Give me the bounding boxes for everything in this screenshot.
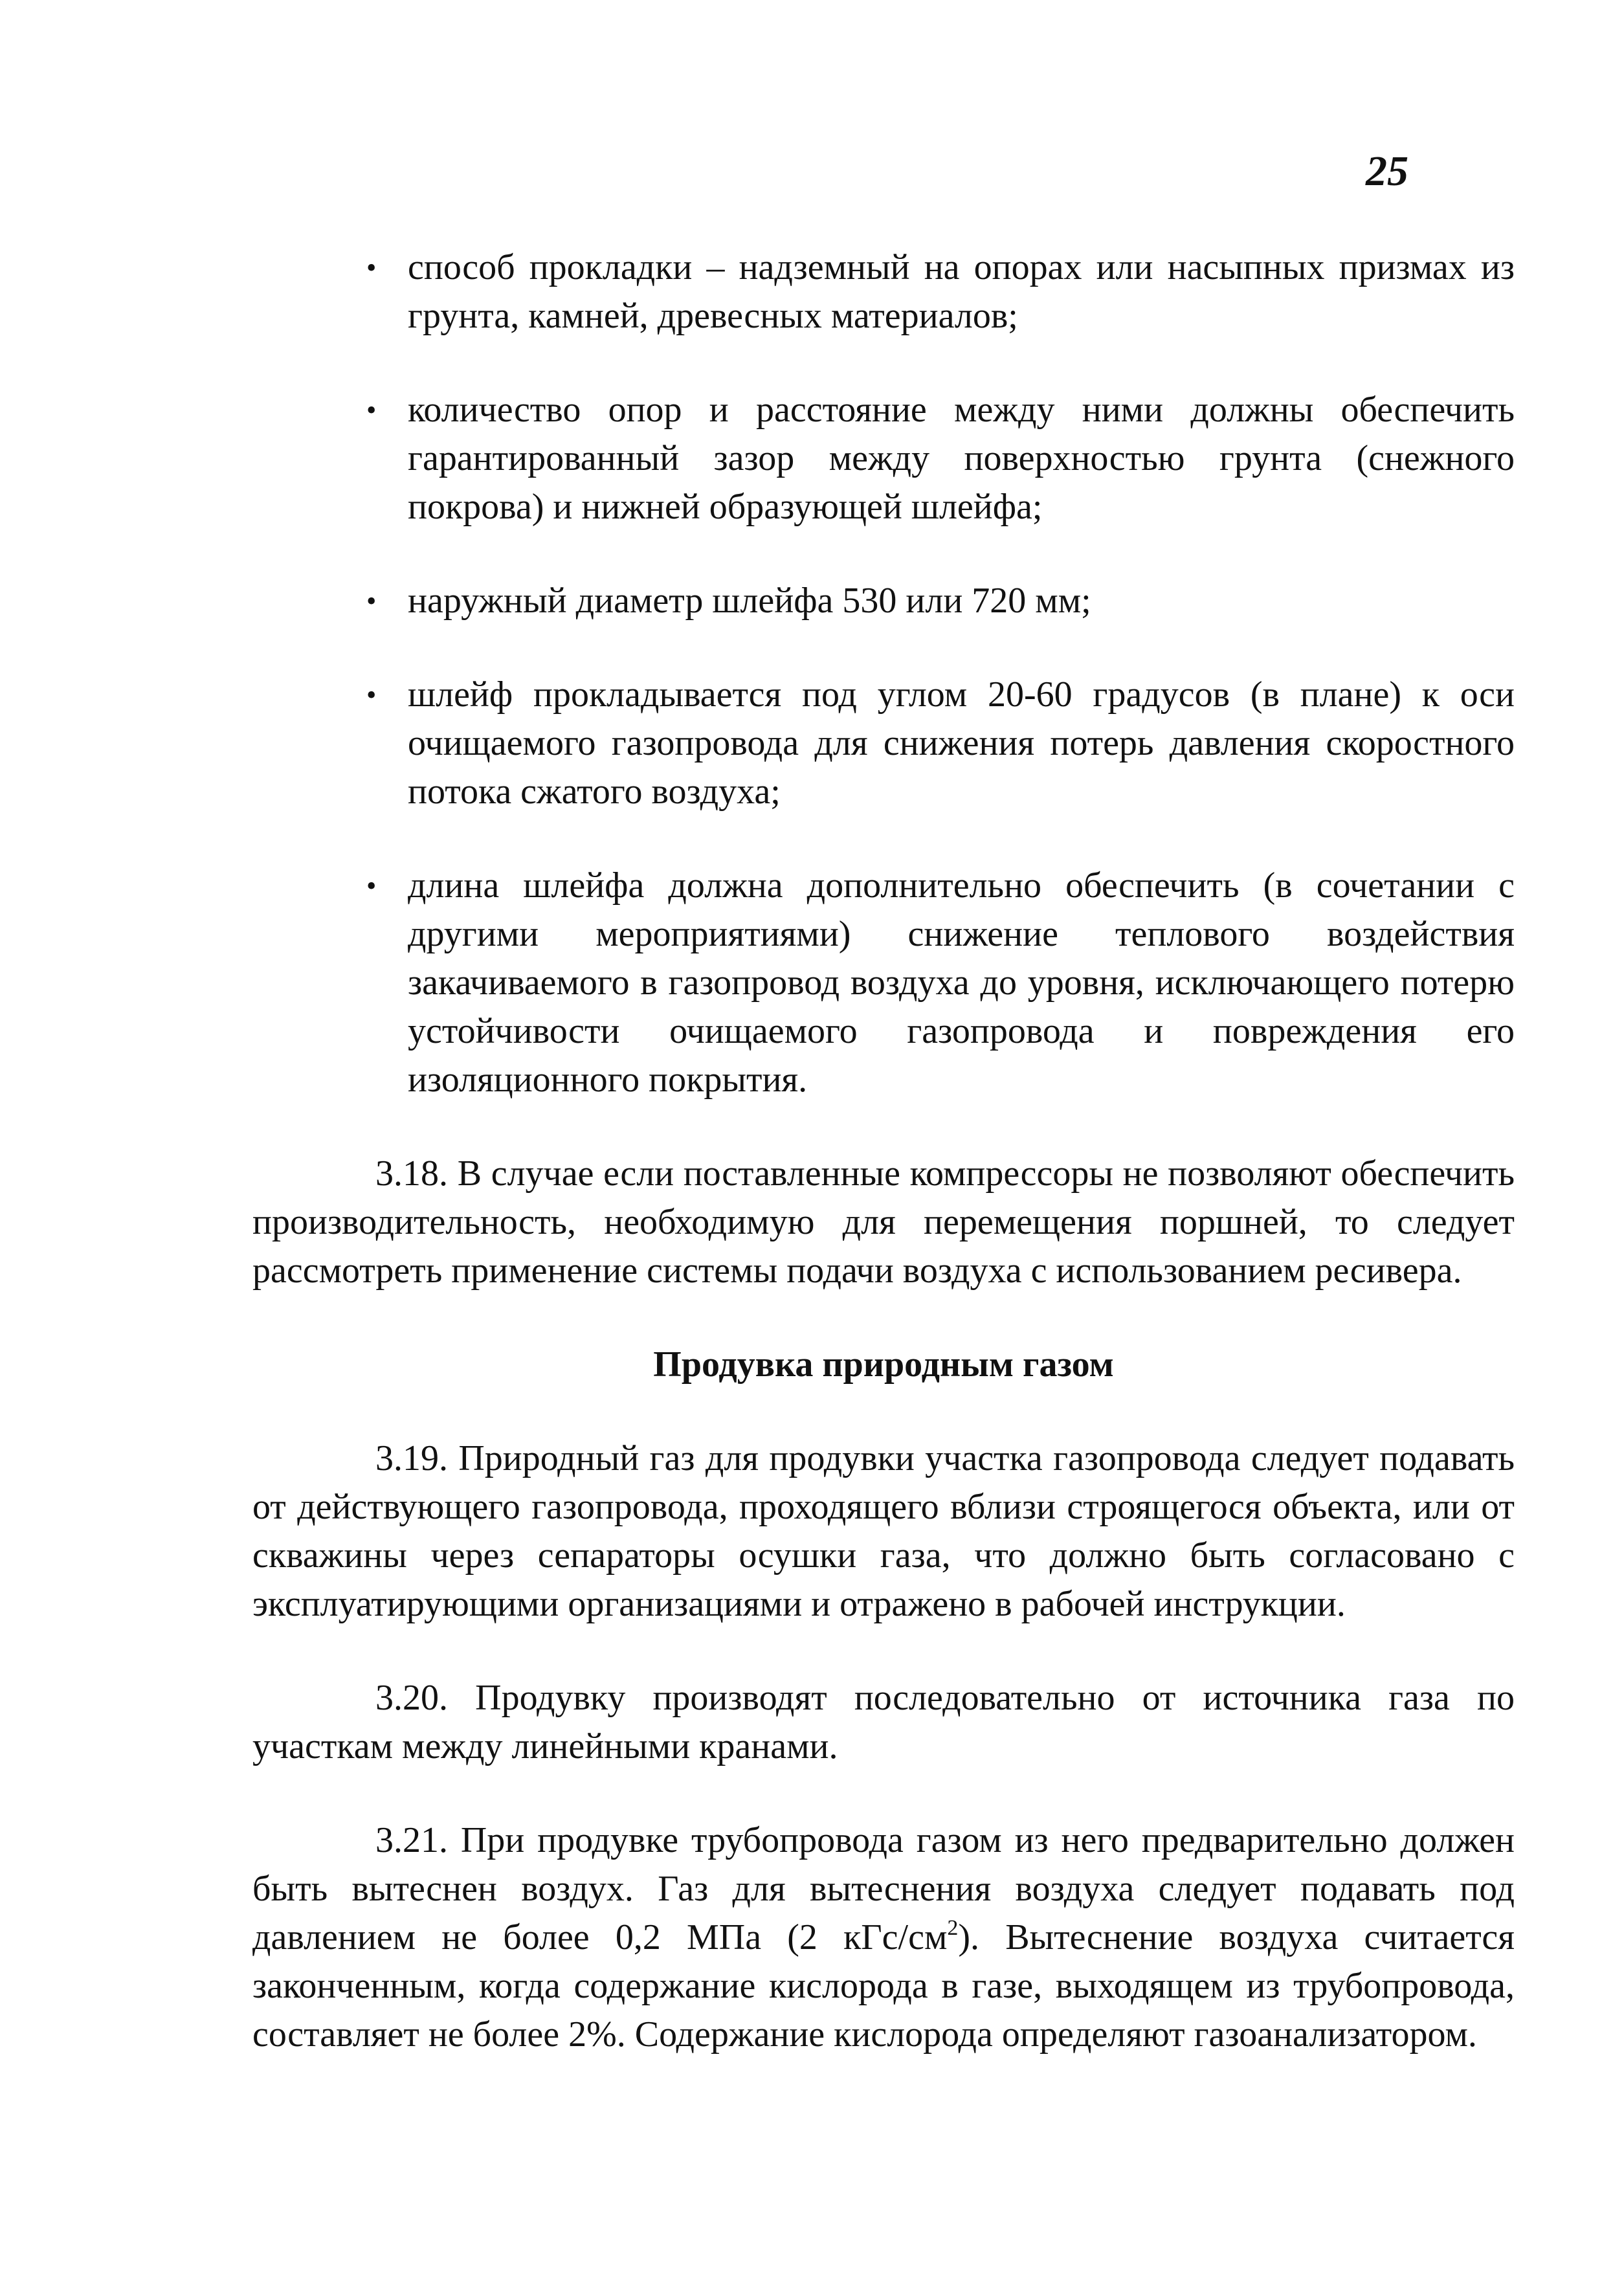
- bullet-icon: •: [366, 394, 377, 426]
- bullet-icon: •: [366, 679, 377, 711]
- bullet-icon: •: [366, 252, 377, 284]
- superscript: 2: [947, 1916, 959, 1940]
- paragraph-3-20: 3.20. Продувку производят последовательно от источника газа по участкам между линейными кранами.: [252, 1678, 1515, 1766]
- list-item-text: длина шлейфа должна дополнительно обеспечить (в сочетании с другими мероприятиями) снижение теплового воздействия закачиваемого в газопровод воздуха до уровня, исключающего потерю устойчивости очищаемого газопровода и повреждения его изоляционного покрытия.: [408, 865, 1515, 1100]
- page-content: [252, 243, 1515, 2104]
- bullet-list: [252, 243, 1515, 1104]
- list-item-text: наружный диаметр шлейфа 530 или 720 мм;: [408, 581, 1091, 621]
- list-item: [252, 577, 1515, 625]
- list-item-text: способ прокладки – надземный на опорах или насыпных призмах из грунта, камней, древесных материалов;: [408, 247, 1515, 336]
- page-number: 25: [1366, 148, 1408, 195]
- paragraph-3-21-part1: 3.21. При продувке трубопровода газом из него предварительно должен быть вытеснен воздух. Газ для вытеснения воздуха следует подавать под давлением не более 0,2 МПа (2 кГс/см: [252, 1820, 1515, 1957]
- paragraph-3-21: [252, 1816, 1515, 2059]
- paragraph-3-18: 3.18. В случае если поставленные компрессоры не позволяют обеспечить производительность, необходимую для перемещения поршней, то следует рассмотреть применение системы подачи воздуха с использованием ресивера.: [252, 1153, 1515, 1291]
- bullet-icon: •: [366, 585, 377, 617]
- section-heading: Продувка природным газом: [653, 1344, 1114, 1385]
- list-item: [252, 862, 1515, 1104]
- paragraph-3-19: 3.19. Природный газ для продувки участка газопровода следует подавать от действующего газопровода, проходящего вблизи строящегося объекта, или от скважины через сепараторы осушки газа, что должно быть согласовано с эксплуатирующими организациями и отражено в рабочей инструкции.: [252, 1438, 1515, 1624]
- list-item: [252, 386, 1515, 531]
- list-item-text: количество опор и расстояние между ними должны обеспечить гарантированный зазор между поверхностью грунта (снежного покрова) и нижней образующей шлейфа;: [408, 390, 1515, 527]
- list-item: [252, 671, 1515, 816]
- list-item: [252, 243, 1515, 340]
- list-item-text: шлейф прокладывается под углом 20-60 градусов (в плане) к оси очищаемого газопровода для снижения потерь давления скоростного потока сжатого воздуха;: [408, 674, 1515, 812]
- paragraph-3-21-part2: ). Вытеснение воздуха считается законченным, когда содержание кислорода в газе, выходящем из трубопровода, составляет не более 2%. Содержание кислорода определяют газоанализатором.: [252, 1917, 1515, 2055]
- bullet-icon: •: [366, 870, 377, 902]
